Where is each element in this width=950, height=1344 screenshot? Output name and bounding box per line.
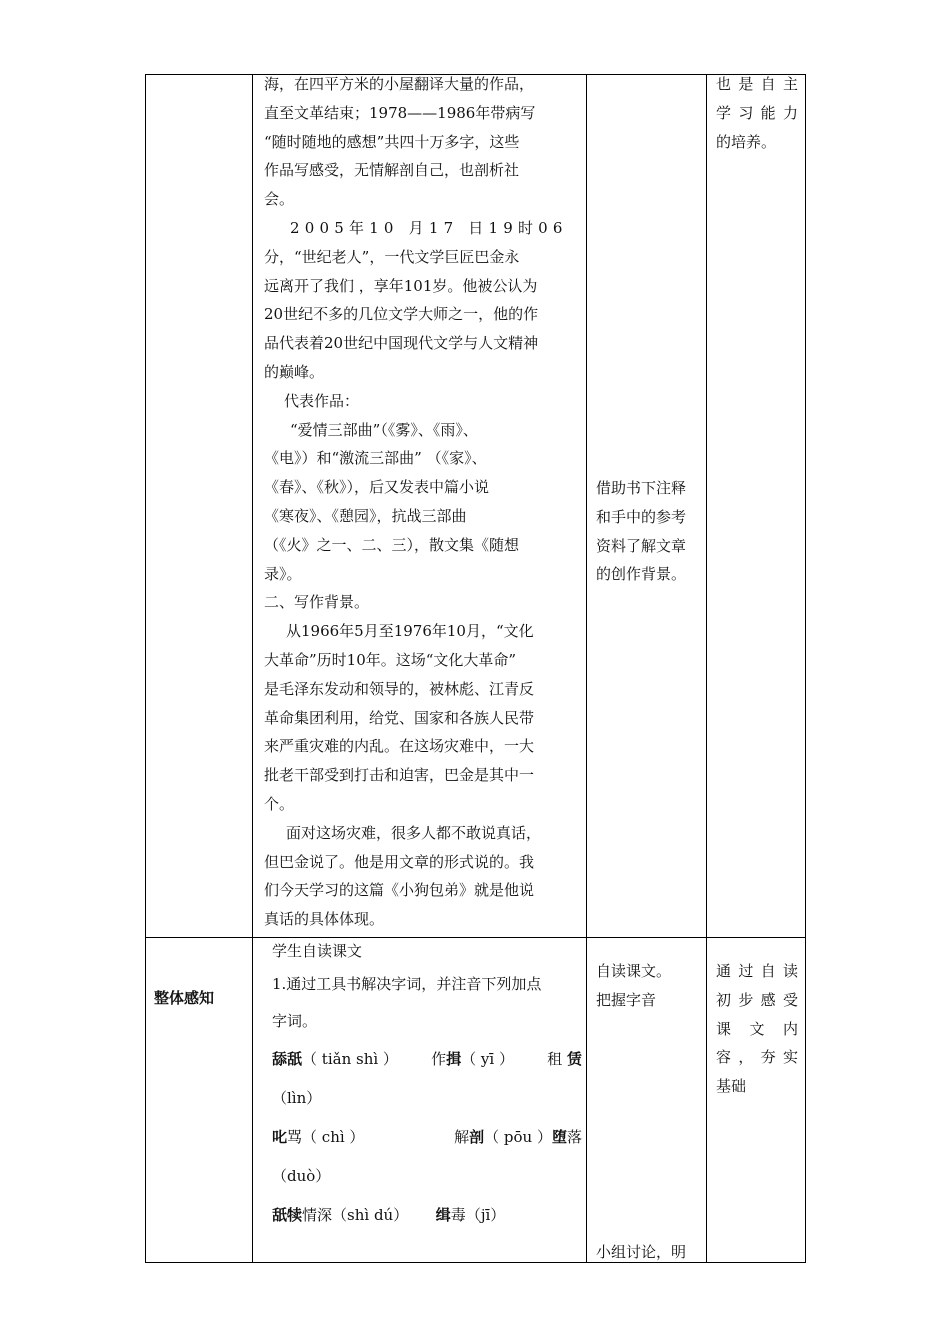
dotted-char: 舔	[272, 1050, 288, 1069]
activity-line: 把握字音	[596, 990, 657, 1009]
upper-student-activity-cell	[596, 474, 702, 589]
content-line: 2005年10 月17 日19时06	[290, 218, 568, 237]
vocab-line-5: 舐犊情深（shì dú） 缉毒（jī）	[272, 1205, 506, 1224]
intent-line: 学习能力	[716, 103, 798, 122]
content-line: 会。	[264, 190, 295, 209]
dotted-char: 赁	[566, 1050, 582, 1069]
task-line: 1.通过工具书解决字词，并注音下列加点	[272, 974, 542, 993]
intent-line: 通过自读	[716, 962, 798, 980]
upper-content-cell	[264, 70, 582, 934]
lower-content-cell	[264, 937, 582, 1229]
intent-line: 的培养。	[716, 132, 777, 151]
table-border-right	[805, 74, 806, 1263]
vocab-line-2: （lìn）	[272, 1089, 322, 1108]
content-line: 面对这场灾难，很多人都不敢说真话，	[286, 823, 542, 842]
content-line: 从1966年5月至1976年10月，“文化	[286, 622, 534, 641]
content-line: 是毛泽东发动和领导的，被林彪、江青反	[264, 679, 535, 698]
intent-line: 初步感受	[716, 990, 798, 1009]
pinyin: （ tiǎn shì ）	[302, 1050, 398, 1069]
content-line: 真话的具体体现。	[264, 910, 385, 929]
content-line: 个。	[264, 794, 295, 813]
content-line: 革命集团利用，给党、国家和各族人民带	[264, 708, 535, 727]
activity-line: 和手中的参考	[596, 507, 687, 526]
content-line: 品代表着20世纪中国现代文学与人文精神	[264, 334, 539, 353]
content-line: 《寒夜》、《憩园》，抗战三部曲	[264, 506, 467, 525]
dotted-char: 堕	[551, 1127, 567, 1146]
activity-line: 自读课文。	[596, 962, 672, 980]
task-line: 字词。	[272, 1011, 318, 1030]
content-line: 来严重灾难的内乱。在这场灾难中，一大	[264, 737, 535, 756]
content-line: 海，在四平方米的小屋翻译大量的作品，	[264, 75, 535, 93]
content-line: （《火》之一、二、三），散文集《随想	[264, 535, 520, 554]
content-line: 远离开了我们 ，享年101岁。他被公认为	[264, 276, 538, 295]
content-line: 分，“世纪老人”，一代文学巨匠巴金永	[264, 247, 520, 266]
section-heading: 二、写作背景。	[264, 593, 370, 612]
pinyin: （shì dú）	[332, 1205, 409, 1224]
lower-student-activity-cell	[596, 957, 702, 1015]
vocab-line-3: 叱骂（ chì ） 解剖（ pōu ）堕落	[272, 1127, 582, 1146]
pinyin: （ chì ）	[302, 1127, 365, 1146]
dotted-char: 舐	[287, 1050, 303, 1069]
dotted-char: 剖	[469, 1127, 485, 1146]
pinyin: （ pōu ）	[484, 1127, 552, 1146]
dotted-char: 缉	[435, 1205, 451, 1224]
upper-content-lines	[264, 70, 582, 934]
intro-line: 学生自读课文	[272, 942, 363, 960]
content-line: 批老干部受到打击和迫害，巴金是其中一	[264, 766, 535, 785]
column-divider-2	[586, 74, 587, 1263]
dotted-char: 叱	[272, 1127, 288, 1146]
intent-line: 基础	[716, 1077, 747, 1096]
group-discussion-text: 小组讨论，明	[596, 1243, 687, 1261]
content-line: 大革命”历时10年。这场“文化大革命”	[264, 650, 517, 669]
vocab-line-4: （duò）	[272, 1166, 331, 1185]
column-divider-1	[252, 74, 253, 1263]
dotted-char: 舐犊	[272, 1205, 303, 1224]
lower-design-intent-cell	[716, 957, 798, 1101]
content-line: 录》。	[264, 564, 302, 583]
content-line: 《电》）和“激流三部曲” （《家》、	[264, 449, 487, 468]
content-line: 直至文革结束；1978——1986年带病写	[264, 103, 536, 122]
intent-line: 课文内	[716, 1019, 798, 1038]
dotted-char: 揖	[446, 1050, 462, 1069]
intent-line: 也是自主	[716, 75, 798, 93]
content-line: “随时随地的感想”共四十万多字，这些	[264, 132, 520, 151]
stage-label: 整体感知	[154, 989, 215, 1007]
column-divider-3	[706, 74, 707, 1263]
content-line: 作品写感受，无情解剖自己，也剖析社	[264, 161, 520, 180]
upper-design-intent-cell	[716, 70, 798, 156]
content-line: 但巴金说了。他是用文章的形式说的。我	[264, 852, 535, 871]
activity-line: 借助书下注释	[596, 479, 687, 497]
table-border-left	[145, 74, 146, 1263]
activity-line: 的创作背景。	[596, 565, 687, 584]
content-line: 代表作品：	[284, 391, 360, 410]
content-line: 的巅峰。	[264, 362, 325, 381]
vocab-line-1: 舔舐（ tiǎn shì ） 作揖（ yī ） 租 赁	[272, 1050, 582, 1069]
pinyin: （jī）	[465, 1205, 506, 1224]
activity-line: 资料了解文章	[596, 536, 687, 555]
content-line: 20世纪不多的几位文学大师之一，他的作	[264, 305, 539, 324]
content-line: 《春》、《秋》），后又发表中篇小说	[264, 478, 490, 497]
content-line: 们今天学习的这篇《小狗包弟》就是他说	[264, 881, 535, 900]
pinyin: （ yī ）	[461, 1050, 514, 1069]
intent-line: 容，夯实	[716, 1048, 798, 1067]
content-line: “爱情三部曲”（《雾》、《雨》、	[290, 420, 478, 439]
